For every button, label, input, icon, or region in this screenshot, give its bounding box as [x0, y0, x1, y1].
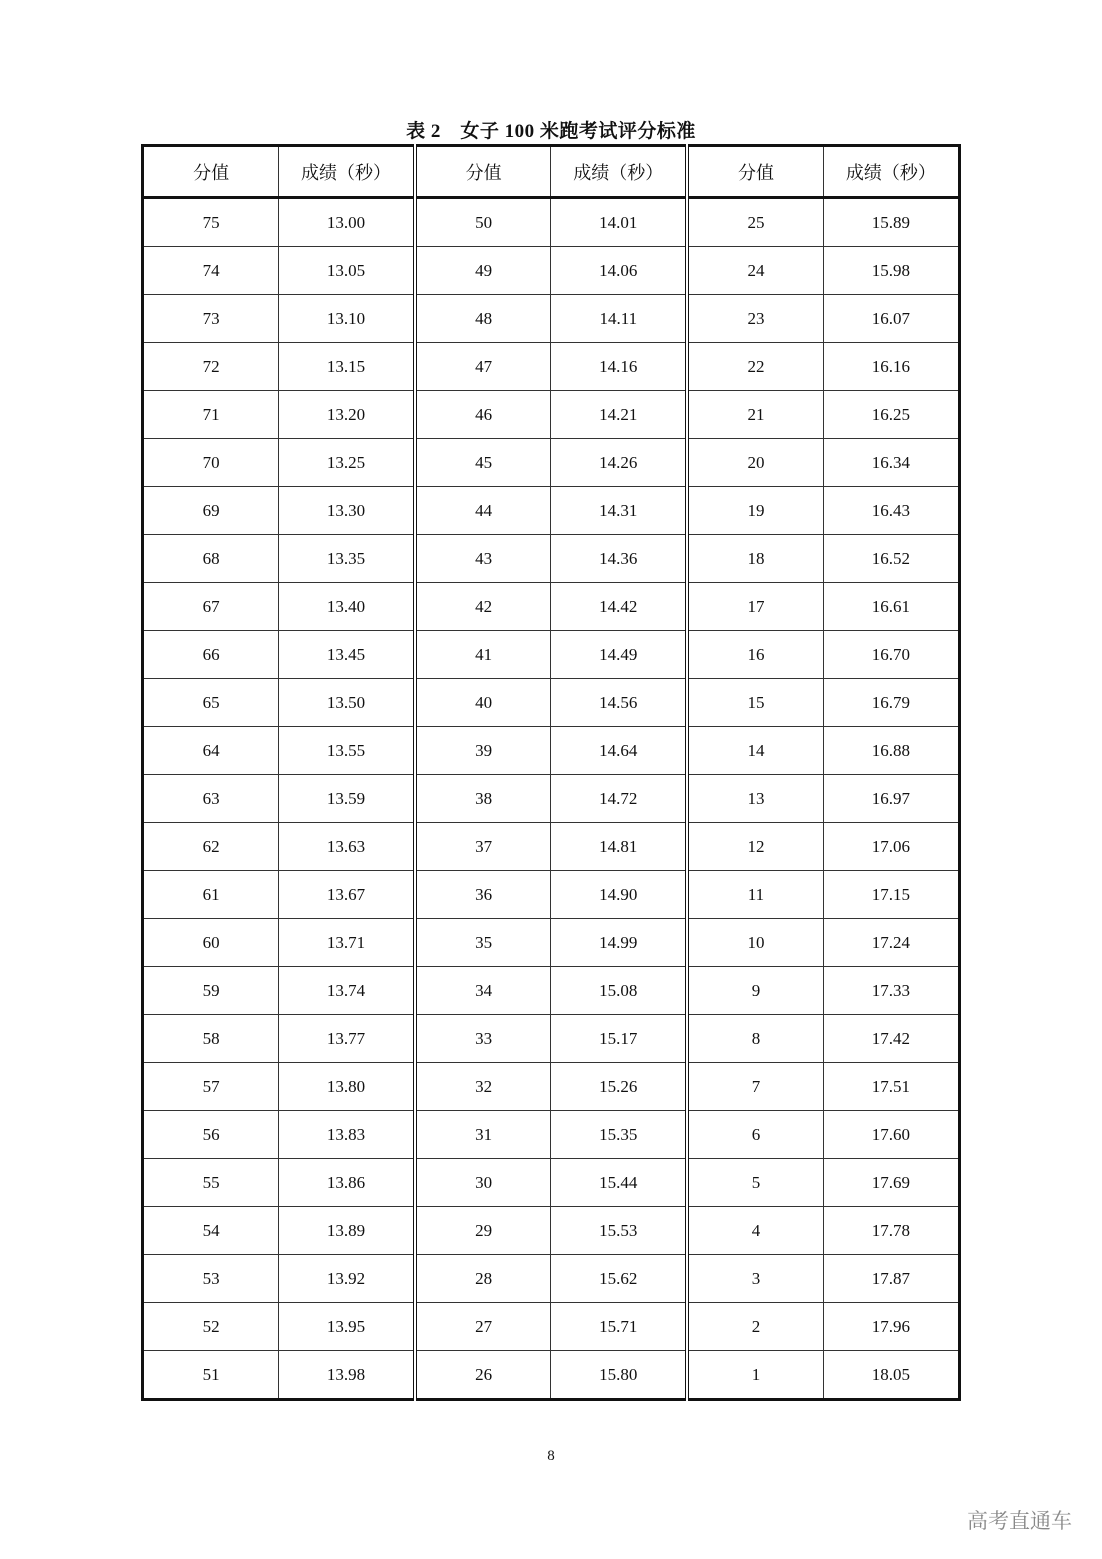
time-cell: 15.71 — [551, 1303, 687, 1351]
time-cell: 13.74 — [279, 967, 415, 1015]
time-cell: 14.64 — [551, 727, 687, 775]
score-cell: 65 — [143, 679, 279, 727]
time-cell: 14.56 — [551, 679, 687, 727]
time-cell: 14.26 — [551, 439, 687, 487]
table-row — [143, 1063, 960, 1111]
time-cell: 17.24 — [823, 919, 959, 967]
score-cell: 73 — [143, 295, 279, 343]
time-cell: 13.59 — [279, 775, 415, 823]
table-header-row — [143, 146, 960, 198]
score-cell: 33 — [415, 1015, 551, 1063]
time-cell: 17.69 — [823, 1159, 959, 1207]
score-cell: 75 — [143, 198, 279, 247]
table-row — [143, 247, 960, 295]
score-cell: 25 — [687, 198, 823, 247]
time-cell: 15.98 — [823, 247, 959, 295]
score-cell: 24 — [687, 247, 823, 295]
table-row — [143, 439, 960, 487]
time-cell: 15.44 — [551, 1159, 687, 1207]
table-row — [143, 727, 960, 775]
time-cell: 13.67 — [279, 871, 415, 919]
time-cell: 13.55 — [279, 727, 415, 775]
score-cell: 20 — [687, 439, 823, 487]
time-cell: 15.35 — [551, 1111, 687, 1159]
score-cell: 3 — [687, 1255, 823, 1303]
time-cell: 13.63 — [279, 823, 415, 871]
time-cell: 14.01 — [551, 198, 687, 247]
time-cell: 16.70 — [823, 631, 959, 679]
score-cell: 34 — [415, 967, 551, 1015]
time-cell: 16.07 — [823, 295, 959, 343]
time-cell: 14.36 — [551, 535, 687, 583]
header-time: 成绩（秒） — [279, 146, 415, 198]
score-cell: 12 — [687, 823, 823, 871]
time-cell: 17.51 — [823, 1063, 959, 1111]
table-row — [143, 919, 960, 967]
time-cell: 13.83 — [279, 1111, 415, 1159]
time-cell: 14.42 — [551, 583, 687, 631]
time-cell: 16.88 — [823, 727, 959, 775]
time-cell: 13.30 — [279, 487, 415, 535]
score-cell: 46 — [415, 391, 551, 439]
score-cell: 49 — [415, 247, 551, 295]
score-cell: 59 — [143, 967, 279, 1015]
time-cell: 13.80 — [279, 1063, 415, 1111]
time-cell: 13.71 — [279, 919, 415, 967]
scoring-table — [141, 144, 961, 1401]
table-row — [143, 823, 960, 871]
time-cell: 15.26 — [551, 1063, 687, 1111]
time-cell: 13.35 — [279, 535, 415, 583]
score-cell: 28 — [415, 1255, 551, 1303]
score-cell: 54 — [143, 1207, 279, 1255]
table-row — [143, 391, 960, 439]
score-cell: 68 — [143, 535, 279, 583]
table-row — [143, 343, 960, 391]
score-cell: 4 — [687, 1207, 823, 1255]
time-cell: 15.08 — [551, 967, 687, 1015]
table-row — [143, 1111, 960, 1159]
score-cell: 55 — [143, 1159, 279, 1207]
table-row — [143, 198, 960, 247]
score-cell: 5 — [687, 1159, 823, 1207]
time-cell: 14.06 — [551, 247, 687, 295]
time-cell: 17.15 — [823, 871, 959, 919]
score-cell: 41 — [415, 631, 551, 679]
time-cell: 16.97 — [823, 775, 959, 823]
time-cell: 16.34 — [823, 439, 959, 487]
score-cell: 71 — [143, 391, 279, 439]
time-cell: 13.77 — [279, 1015, 415, 1063]
score-cell: 70 — [143, 439, 279, 487]
time-cell: 14.21 — [551, 391, 687, 439]
score-cell: 40 — [415, 679, 551, 727]
time-cell: 14.99 — [551, 919, 687, 967]
score-cell: 30 — [415, 1159, 551, 1207]
time-cell: 14.11 — [551, 295, 687, 343]
score-cell: 14 — [687, 727, 823, 775]
score-cell: 29 — [415, 1207, 551, 1255]
time-cell: 17.06 — [823, 823, 959, 871]
score-cell: 2 — [687, 1303, 823, 1351]
watermark: 高考直通车 — [967, 1509, 1072, 1533]
score-cell: 57 — [143, 1063, 279, 1111]
score-cell: 60 — [143, 919, 279, 967]
header-time: 成绩（秒） — [823, 146, 959, 198]
score-cell: 62 — [143, 823, 279, 871]
time-cell: 13.89 — [279, 1207, 415, 1255]
time-cell: 13.50 — [279, 679, 415, 727]
table-row — [143, 967, 960, 1015]
time-cell: 16.43 — [823, 487, 959, 535]
score-cell: 38 — [415, 775, 551, 823]
table-row — [143, 1207, 960, 1255]
time-cell: 15.53 — [551, 1207, 687, 1255]
score-cell: 48 — [415, 295, 551, 343]
header-score: 分值 — [687, 146, 823, 198]
score-cell: 43 — [415, 535, 551, 583]
score-cell: 8 — [687, 1015, 823, 1063]
table-row — [143, 1351, 960, 1400]
time-cell: 16.16 — [823, 343, 959, 391]
score-cell: 22 — [687, 343, 823, 391]
time-cell: 15.89 — [823, 198, 959, 247]
time-cell: 16.79 — [823, 679, 959, 727]
time-cell: 13.86 — [279, 1159, 415, 1207]
score-cell: 56 — [143, 1111, 279, 1159]
time-cell: 18.05 — [823, 1351, 959, 1400]
score-cell: 52 — [143, 1303, 279, 1351]
score-cell: 66 — [143, 631, 279, 679]
time-cell: 13.25 — [279, 439, 415, 487]
time-cell: 14.72 — [551, 775, 687, 823]
table-row — [143, 583, 960, 631]
score-cell: 1 — [687, 1351, 823, 1400]
score-cell: 21 — [687, 391, 823, 439]
table-row — [143, 679, 960, 727]
score-cell: 32 — [415, 1063, 551, 1111]
score-cell: 63 — [143, 775, 279, 823]
header-score: 分值 — [143, 146, 279, 198]
time-cell: 13.15 — [279, 343, 415, 391]
score-cell: 23 — [687, 295, 823, 343]
score-cell: 44 — [415, 487, 551, 535]
score-cell: 50 — [415, 198, 551, 247]
time-cell: 15.17 — [551, 1015, 687, 1063]
time-cell: 17.96 — [823, 1303, 959, 1351]
page-number: 8 — [547, 1448, 555, 1464]
time-cell: 13.05 — [279, 247, 415, 295]
score-cell: 10 — [687, 919, 823, 967]
table-row — [143, 1303, 960, 1351]
score-cell: 39 — [415, 727, 551, 775]
table-row — [143, 1159, 960, 1207]
score-cell: 69 — [143, 487, 279, 535]
score-cell: 51 — [143, 1351, 279, 1400]
time-cell: 16.25 — [823, 391, 959, 439]
time-cell: 14.81 — [551, 823, 687, 871]
time-cell: 13.92 — [279, 1255, 415, 1303]
score-cell: 64 — [143, 727, 279, 775]
time-cell: 17.78 — [823, 1207, 959, 1255]
score-cell: 74 — [143, 247, 279, 295]
score-cell: 15 — [687, 679, 823, 727]
score-cell: 45 — [415, 439, 551, 487]
table-row — [143, 1015, 960, 1063]
header-score: 分值 — [415, 146, 551, 198]
time-cell: 14.16 — [551, 343, 687, 391]
time-cell: 14.31 — [551, 487, 687, 535]
score-cell: 35 — [415, 919, 551, 967]
time-cell: 13.95 — [279, 1303, 415, 1351]
time-cell: 13.00 — [279, 198, 415, 247]
score-cell: 47 — [415, 343, 551, 391]
table-row — [143, 295, 960, 343]
table-row — [143, 775, 960, 823]
time-cell: 15.62 — [551, 1255, 687, 1303]
score-cell: 11 — [687, 871, 823, 919]
score-cell: 31 — [415, 1111, 551, 1159]
time-cell: 13.40 — [279, 583, 415, 631]
header-time: 成绩（秒） — [551, 146, 687, 198]
time-cell: 13.98 — [279, 1351, 415, 1400]
time-cell: 13.10 — [279, 295, 415, 343]
time-cell: 14.90 — [551, 871, 687, 919]
score-cell: 42 — [415, 583, 551, 631]
table-row — [143, 487, 960, 535]
table-row — [143, 631, 960, 679]
time-cell: 17.42 — [823, 1015, 959, 1063]
time-cell: 14.49 — [551, 631, 687, 679]
score-cell: 6 — [687, 1111, 823, 1159]
time-cell: 13.45 — [279, 631, 415, 679]
score-cell: 7 — [687, 1063, 823, 1111]
score-cell: 13 — [687, 775, 823, 823]
score-cell: 53 — [143, 1255, 279, 1303]
score-cell: 26 — [415, 1351, 551, 1400]
table-row — [143, 871, 960, 919]
table-title: 表 2 女子 100 米跑考试评分标准 — [406, 121, 696, 142]
score-cell: 72 — [143, 343, 279, 391]
score-cell: 37 — [415, 823, 551, 871]
time-cell: 17.33 — [823, 967, 959, 1015]
table-row — [143, 535, 960, 583]
score-cell: 17 — [687, 583, 823, 631]
time-cell: 17.87 — [823, 1255, 959, 1303]
score-cell: 61 — [143, 871, 279, 919]
time-cell: 16.52 — [823, 535, 959, 583]
score-cell: 36 — [415, 871, 551, 919]
score-cell: 16 — [687, 631, 823, 679]
time-cell: 13.20 — [279, 391, 415, 439]
score-cell: 19 — [687, 487, 823, 535]
score-cell: 18 — [687, 535, 823, 583]
table-row — [143, 1255, 960, 1303]
score-cell: 27 — [415, 1303, 551, 1351]
score-cell: 67 — [143, 583, 279, 631]
time-cell: 15.80 — [551, 1351, 687, 1400]
time-cell: 17.60 — [823, 1111, 959, 1159]
time-cell: 16.61 — [823, 583, 959, 631]
score-cell: 58 — [143, 1015, 279, 1063]
score-cell: 9 — [687, 967, 823, 1015]
